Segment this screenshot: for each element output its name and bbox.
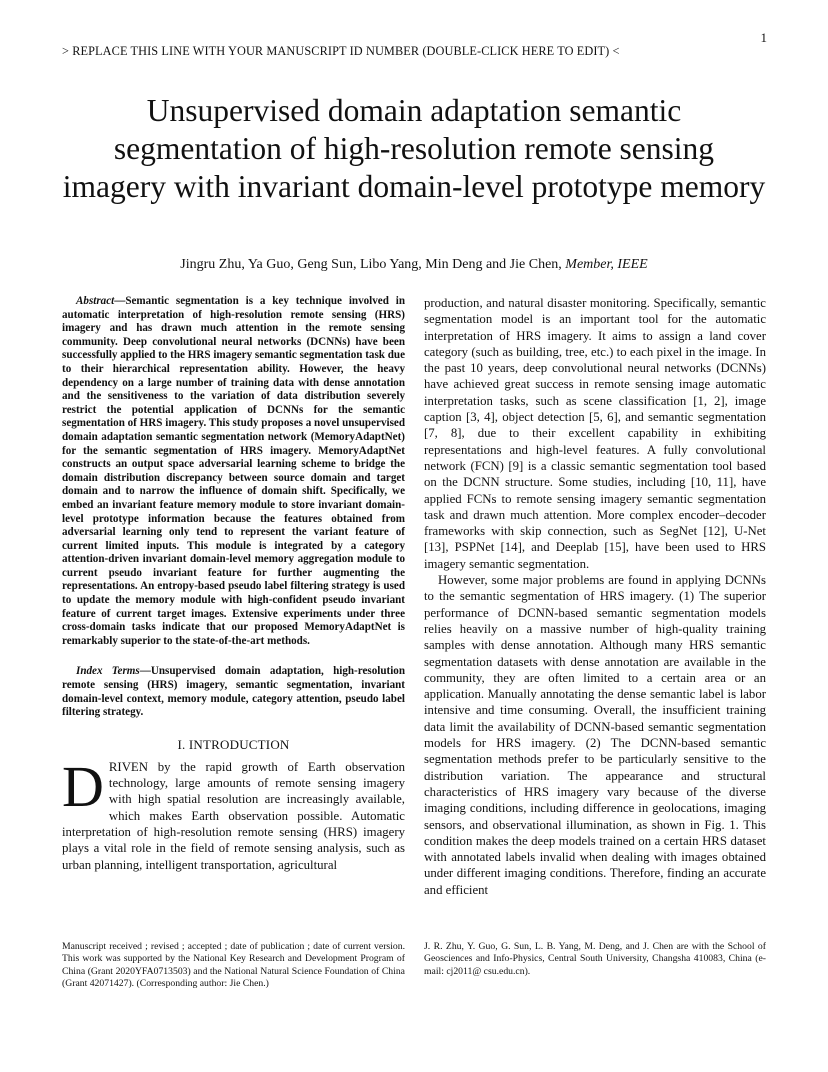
page-number: 1: [760, 30, 767, 45]
intro-paragraph-1-continued: production, and natural disaster monitoring. Specifically, semantic segmentation model is an important tool for the automatic interpretation of HRS imagery. It aims to assign a land cover category (such as building, tree, etc.) to each pixel in the image. In the past 10 years, deep convolutional neural networks (DCNNs) have achieved great success in remote sensing image automatic interpretation tasks, such as scene classification [1, 2], image caption [3, 4], object detection [5, 6], and semantic segmentation [7, 8], due to their excellent capability in exhibiting representations and high-level features. A fully convolutional network (FCN) [9] is a classic semantic segmentation tool based on the DCNN structure. Some studies, including [10, 11], have applied FCNs to remote sensing imagery semantic segmentation task and drawn much attention. More complex encoder–decoder frameworks with skip connection, such as SegNet [12], U-Net [13], PSPNet [14], and Deeplab [15], have been used to HRS imagery semantic segmentation.: [424, 296, 766, 571]
abstract: [62, 295, 405, 648]
intro-paragraph-2: However, some major problems are found in applying DCNNs to the semantic segmentation of HRS imagery. (1) The superior performance of DCNN-based semantic segmentation models relies heavily on a massive number of high-quality training samples with dense annotation. Although many HRS semantic segmentation datasets with dense annotation are available in the community, they are often limited to a certain area or an application. Manually annotating the dense semantic label is labor intensive and time consuming. Overall, the insufficient training data limit the availability of DCNN-based semantic segmentation models for HRS imagery. (2) The DCNN-based semantic segmentation methods prefer to be particularly sensitive to the distribution variation. The appearance and structural characteristics of HRS imagery vary because of the diverse imaging conditions, including difference in geolocations, imaging sensors, and observational illumination, as shown in Fig. 1. This condition makes the deep models trained on a certain HRS dataset with annotated labels invalid when dealing with images obtained under different imaging conditions. Therefore, finding an accurate and efficient: [424, 573, 766, 897]
right-column: [424, 295, 766, 898]
paper-title: Unsupervised domain adaptation semantic segmentation of high-resolution remote sensing imagery with invariant domain-level prototype memory: [62, 93, 766, 204]
author-membership: Member, IEEE: [565, 257, 648, 272]
intro-paragraph-1-left-text: RIVEN by the rapid growth of Earth observation technology, large amounts of remote sensing imagery with high spatial resolution are increasingly available, which makes Earth observation possible. Automatic interpretation of high-resolution remote sensing (HRS) imagery plays a vital role in the field of remote sensing analysis, such as urban planning, intelligent transportation, agricultural: [62, 759, 405, 872]
left-column: [62, 295, 405, 873]
manuscript-id-header[interactable]: > REPLACE THIS LINE WITH YOUR MANUSCRIPT ID NUMBER (DOUBLE-CLICK HERE TO EDIT) <: [62, 44, 620, 58]
drop-cap-letter: D: [62, 753, 104, 819]
intro-paragraph-1-start: [62, 753, 405, 873]
section-heading-introduction: I. INTRODUCTION: [177, 736, 290, 752]
abstract-text: —Semantic segmentation is a key technique involved in automatic interpretation of high-resolution remote sensing (HRS) imagery and has drawn much attention in the remote sensing community. Deep convolutional neural networks (DCNNs) have been successfully applied to the HRS imagery semantic segmentation task due to their hierarchical representation ability. However, the heavy dependency on a large number of training data with dense annotation and the sensitiveness to the variation of data distribution severely restrict the potential application of DCNNs for the semantic segmentation of HRS imagery. This study proposes a novel unsupervised domain adaptation semantic segmentation network (MemoryAdaptNet) for the semantic segmentation of HRS imagery. MemoryAdaptNet constructs an output space adversarial learning scheme to bridge the domain distribution discrepancy between source domain and target domain and to narrow the influence of domain shift. Specifically, we embed an invariant feature memory module to store invariant domain-level prototype information because the features obtained from adversarial learning only tend to represent the variant feature of current limited inputs. This module is integrated by a category attention-driven invariant domain-level memory aggregation module to current pseudo invariant feature for further augmenting the representations. An entropy-based pseudo label filtering strategy is used to update the memory module with high-confident pseudo invariant feature of current target images. Extensive experiments under three cross-domain tasks indicate that our proposed MemoryAdaptNet is remarkably superior to the state-of-the-art methods.: [62, 295, 405, 647]
author-names: Jingru Zhu, Ya Guo, Geng Sun, Libo Yang, Min Deng and Jie Chen,: [180, 257, 562, 272]
index-terms-label: Index Terms: [76, 665, 140, 678]
index-terms-text: —Unsupervised domain adaptation, high-resolution remote sensing (HRS) imagery, semantic segmentation, invariant domain-level context, memory module, category attention, pseudo label filtering strategy.: [62, 665, 405, 719]
abstract-label: Abstract: [76, 295, 115, 307]
author-line: [62, 257, 766, 273]
index-terms: [62, 665, 405, 719]
footnote-manuscript-info: Manuscript received ; revised ; accepted ; date of publication ; date of current version. This work was supported by the National Key Research and Development Program of China (Grant 2020YFA0713503) and the National Natural Science Foundation of China (Grant 42071427). (Corresponding author: Jie Chen.): [62, 941, 405, 989]
footnote-affiliations: J. R. Zhu, Y. Guo, G. Sun, L. B. Yang, M. Deng, and J. Chen are with the School of Geosciences and Info-Physics, Central South University, Changsha 410083, China (e-mail: cj2011@ csu.edu.cn).: [424, 941, 766, 977]
